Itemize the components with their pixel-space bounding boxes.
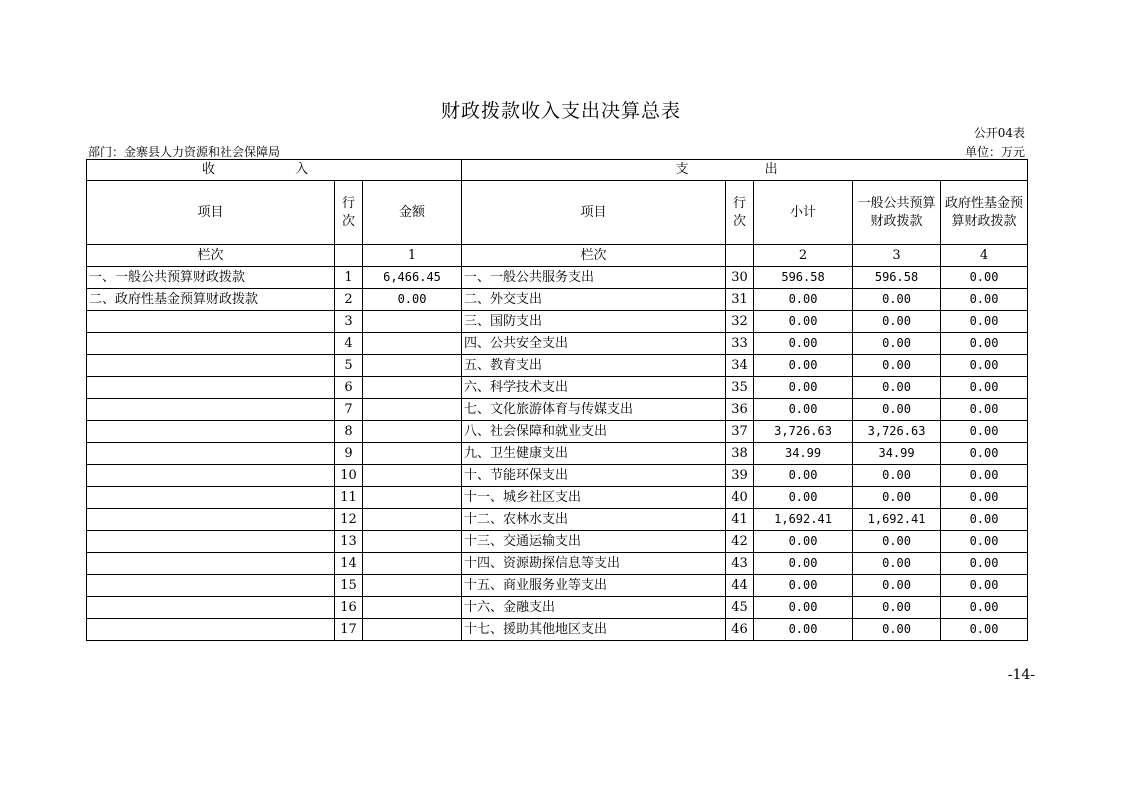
general-budget-cell: 0.00 xyxy=(853,377,941,399)
income-item-cell xyxy=(87,465,335,487)
income-item-cell xyxy=(87,597,335,619)
expense-item-cell: 九、卫生健康支出 xyxy=(462,443,726,465)
general-budget-cell: 0.00 xyxy=(853,289,941,311)
income-rowno-cell: 5 xyxy=(335,355,363,377)
income-item-cell xyxy=(87,311,335,333)
subtotal-cell: 0.00 xyxy=(754,289,853,311)
income-amount-cell xyxy=(363,531,462,553)
income-group-header: 收 入 xyxy=(87,160,462,181)
income-rowno-header: 行次 xyxy=(335,181,363,245)
department-label: 部门：金寨县人力资源和社会保障局 xyxy=(88,145,281,159)
expense-rowno-cell: 31 xyxy=(726,289,754,311)
income-item-cell xyxy=(87,509,335,531)
expense-rowno-header: 行次 xyxy=(726,181,754,245)
income-item-cell: 一、一般公共预算财政拨款 xyxy=(87,267,335,289)
income-rowno-cell: 9 xyxy=(335,443,363,465)
expense-rowno-cell: 44 xyxy=(726,575,754,597)
income-amount-cell xyxy=(363,377,462,399)
income-amount-cell xyxy=(363,619,462,641)
subtotal-cell: 34.99 xyxy=(754,443,853,465)
gov-fund-cell: 0.00 xyxy=(941,465,1028,487)
subtotal-cell: 0.00 xyxy=(754,553,853,575)
subtotal-cell: 1,692.41 xyxy=(754,509,853,531)
income-item-cell xyxy=(87,443,335,465)
expense-rowno-cell: 43 xyxy=(726,553,754,575)
group-header-row xyxy=(87,160,1028,181)
expense-rowno-cell: 33 xyxy=(726,333,754,355)
income-item-cell xyxy=(87,399,335,421)
table-row xyxy=(87,355,1028,377)
expense-rowno-cell: 41 xyxy=(726,509,754,531)
col-index-3: 3 xyxy=(853,245,941,267)
income-amount-cell xyxy=(363,421,462,443)
expense-rowno-cell: 34 xyxy=(726,355,754,377)
expense-item-cell: 十四、资源勘探信息等支出 xyxy=(462,553,726,575)
expense-rowno-cell: 39 xyxy=(726,465,754,487)
income-amount-cell xyxy=(363,509,462,531)
income-rowno-cell: 17 xyxy=(335,619,363,641)
subtotal-cell: 3,726.63 xyxy=(754,421,853,443)
table-row xyxy=(87,575,1028,597)
income-amount-cell xyxy=(363,333,462,355)
income-rowno-cell: 3 xyxy=(335,311,363,333)
expense-item-cell: 七、文化旅游体育与传媒支出 xyxy=(462,399,726,421)
expense-item-cell: 八、社会保障和就业支出 xyxy=(462,421,726,443)
subtotal-cell: 0.00 xyxy=(754,333,853,355)
subtotal-cell: 0.00 xyxy=(754,531,853,553)
unit-label: 单位：万元 xyxy=(964,145,1025,159)
expense-item-cell: 五、教育支出 xyxy=(462,355,726,377)
page-number: -14- xyxy=(1007,667,1035,683)
income-rowno-cell: 8 xyxy=(335,421,363,443)
expense-rowno-cell: 45 xyxy=(726,597,754,619)
expense-group-header: 支 出 xyxy=(462,160,1028,181)
gov-fund-cell: 0.00 xyxy=(941,267,1028,289)
table-row xyxy=(87,531,1028,553)
subtotal-header: 小计 xyxy=(754,181,853,245)
expense-rowno-cell: 46 xyxy=(726,619,754,641)
gov-fund-cell: 0.00 xyxy=(941,597,1028,619)
income-amount-cell xyxy=(363,575,462,597)
expense-rowno-cell: 42 xyxy=(726,531,754,553)
income-amount-cell: 0.00 xyxy=(363,289,462,311)
subtotal-cell: 0.00 xyxy=(754,597,853,619)
table-row xyxy=(87,311,1028,333)
gov-fund-cell: 0.00 xyxy=(941,311,1028,333)
income-item-cell xyxy=(87,553,335,575)
expense-rowno-cell: 35 xyxy=(726,377,754,399)
expense-rowno-cell: 40 xyxy=(726,487,754,509)
gov-fund-cell: 0.00 xyxy=(941,443,1028,465)
expense-rowno-cell: 38 xyxy=(726,443,754,465)
income-rowno-cell: 16 xyxy=(335,597,363,619)
table-row xyxy=(87,597,1028,619)
general-budget-cell: 0.00 xyxy=(853,311,941,333)
income-amount-cell xyxy=(363,465,462,487)
subtotal-cell: 0.00 xyxy=(754,487,853,509)
general-budget-cell: 0.00 xyxy=(853,575,941,597)
income-rowno-cell: 6 xyxy=(335,377,363,399)
income-amount-cell xyxy=(363,399,462,421)
income-item-cell xyxy=(87,619,335,641)
table-row xyxy=(87,333,1028,355)
expense-col-label: 栏次 xyxy=(462,245,726,267)
expense-item-cell: 十七、援助其他地区支出 xyxy=(462,619,726,641)
gov-fund-cell: 0.00 xyxy=(941,289,1028,311)
income-rowno-cell: 1 xyxy=(335,267,363,289)
income-rowno-cell: 15 xyxy=(335,575,363,597)
gov-fund-header: 政府性基金预算财政拨款 xyxy=(941,181,1028,245)
expense-item-cell: 十三、交通运输支出 xyxy=(462,531,726,553)
form-number: 公开04表 xyxy=(973,126,1025,140)
general-budget-cell: 0.00 xyxy=(853,465,941,487)
subtotal-cell: 0.00 xyxy=(754,575,853,597)
income-rowno-cell: 13 xyxy=(335,531,363,553)
income-rowno-cell: 12 xyxy=(335,509,363,531)
gov-fund-cell: 0.00 xyxy=(941,487,1028,509)
general-budget-cell: 0.00 xyxy=(853,531,941,553)
column-header-row xyxy=(87,181,1028,245)
income-item-cell xyxy=(87,377,335,399)
expense-item-cell: 十一、城乡社区支出 xyxy=(462,487,726,509)
general-budget-cell: 0.00 xyxy=(853,619,941,641)
expense-rowno-cell: 37 xyxy=(726,421,754,443)
income-amount-header: 金额 xyxy=(363,181,462,245)
general-budget-cell: 596.58 xyxy=(853,267,941,289)
empty-cell xyxy=(335,245,363,267)
income-amount-cell xyxy=(363,311,462,333)
income-item-cell xyxy=(87,333,335,355)
expense-item-cell: 二、外交支出 xyxy=(462,289,726,311)
income-amount-cell xyxy=(363,553,462,575)
income-amount-cell xyxy=(363,597,462,619)
table-row xyxy=(87,465,1028,487)
table-row xyxy=(87,619,1028,641)
table-row xyxy=(87,267,1028,289)
general-budget-cell: 0.00 xyxy=(853,399,941,421)
general-budget-cell: 0.00 xyxy=(853,487,941,509)
expense-rowno-cell: 30 xyxy=(726,267,754,289)
expense-item-cell: 三、国防支出 xyxy=(462,311,726,333)
income-amount-cell xyxy=(363,355,462,377)
expense-item-cell: 六、科学技术支出 xyxy=(462,377,726,399)
income-amount-cell xyxy=(363,487,462,509)
general-budget-cell: 0.00 xyxy=(853,333,941,355)
income-amount-cell xyxy=(363,443,462,465)
table-row xyxy=(87,399,1028,421)
general-budget-cell: 34.99 xyxy=(853,443,941,465)
income-rowno-cell: 10 xyxy=(335,465,363,487)
gov-fund-cell: 0.00 xyxy=(941,509,1028,531)
page-title: 财政拨款收入支出决算总表 xyxy=(440,100,681,122)
col-index-4: 4 xyxy=(941,245,1028,267)
gov-fund-cell: 0.00 xyxy=(941,575,1028,597)
general-budget-cell: 0.00 xyxy=(853,553,941,575)
expense-item-header: 项目 xyxy=(462,181,726,245)
income-item-header: 项目 xyxy=(87,181,335,245)
table-row xyxy=(87,289,1028,311)
expense-item-cell: 一、一般公共服务支出 xyxy=(462,267,726,289)
income-col-label: 栏次 xyxy=(87,245,335,267)
subtotal-cell: 0.00 xyxy=(754,399,853,421)
gov-fund-cell: 0.00 xyxy=(941,421,1028,443)
general-budget-cell: 0.00 xyxy=(853,597,941,619)
gov-fund-cell: 0.00 xyxy=(941,531,1028,553)
general-budget-cell: 1,692.41 xyxy=(853,509,941,531)
income-amount-cell: 6,466.45 xyxy=(363,267,462,289)
general-budget-header: 一般公共预算财政拨款 xyxy=(853,181,941,245)
general-budget-cell: 3,726.63 xyxy=(853,421,941,443)
table-row xyxy=(87,487,1028,509)
table-row xyxy=(87,509,1028,531)
income-item-cell xyxy=(87,487,335,509)
subtotal-cell: 0.00 xyxy=(754,619,853,641)
income-item-cell xyxy=(87,421,335,443)
expense-item-cell: 十、节能环保支出 xyxy=(462,465,726,487)
col-index-2: 2 xyxy=(754,245,853,267)
income-item-cell xyxy=(87,531,335,553)
col-index-1: 1 xyxy=(363,245,462,267)
income-rowno-cell: 2 xyxy=(335,289,363,311)
income-item-cell: 二、政府性基金预算财政拨款 xyxy=(87,289,335,311)
income-item-cell xyxy=(87,355,335,377)
gov-fund-cell: 0.00 xyxy=(941,333,1028,355)
gov-fund-cell: 0.00 xyxy=(941,553,1028,575)
expense-item-cell: 十二、农林水支出 xyxy=(462,509,726,531)
income-rowno-cell: 14 xyxy=(335,553,363,575)
budget-table xyxy=(86,159,1028,641)
general-budget-cell: 0.00 xyxy=(853,355,941,377)
income-item-cell xyxy=(87,575,335,597)
gov-fund-cell: 0.00 xyxy=(941,399,1028,421)
expense-rowno-cell: 36 xyxy=(726,399,754,421)
table-row xyxy=(87,553,1028,575)
empty-cell xyxy=(726,245,754,267)
gov-fund-cell: 0.00 xyxy=(941,377,1028,399)
expense-item-cell: 四、公共安全支出 xyxy=(462,333,726,355)
table-row xyxy=(87,421,1028,443)
subtotal-cell: 0.00 xyxy=(754,377,853,399)
gov-fund-cell: 0.00 xyxy=(941,619,1028,641)
table-row xyxy=(87,377,1028,399)
table-row xyxy=(87,443,1028,465)
expense-item-cell: 十六、金融支出 xyxy=(462,597,726,619)
subtotal-cell: 0.00 xyxy=(754,355,853,377)
subtotal-cell: 596.58 xyxy=(754,267,853,289)
expense-item-cell: 十五、商业服务业等支出 xyxy=(462,575,726,597)
column-index-row xyxy=(87,245,1028,267)
expense-rowno-cell: 32 xyxy=(726,311,754,333)
table-body xyxy=(87,160,1028,641)
subtotal-cell: 0.00 xyxy=(754,465,853,487)
income-rowno-cell: 7 xyxy=(335,399,363,421)
income-rowno-cell: 11 xyxy=(335,487,363,509)
subtotal-cell: 0.00 xyxy=(754,311,853,333)
income-rowno-cell: 4 xyxy=(335,333,363,355)
gov-fund-cell: 0.00 xyxy=(941,355,1028,377)
